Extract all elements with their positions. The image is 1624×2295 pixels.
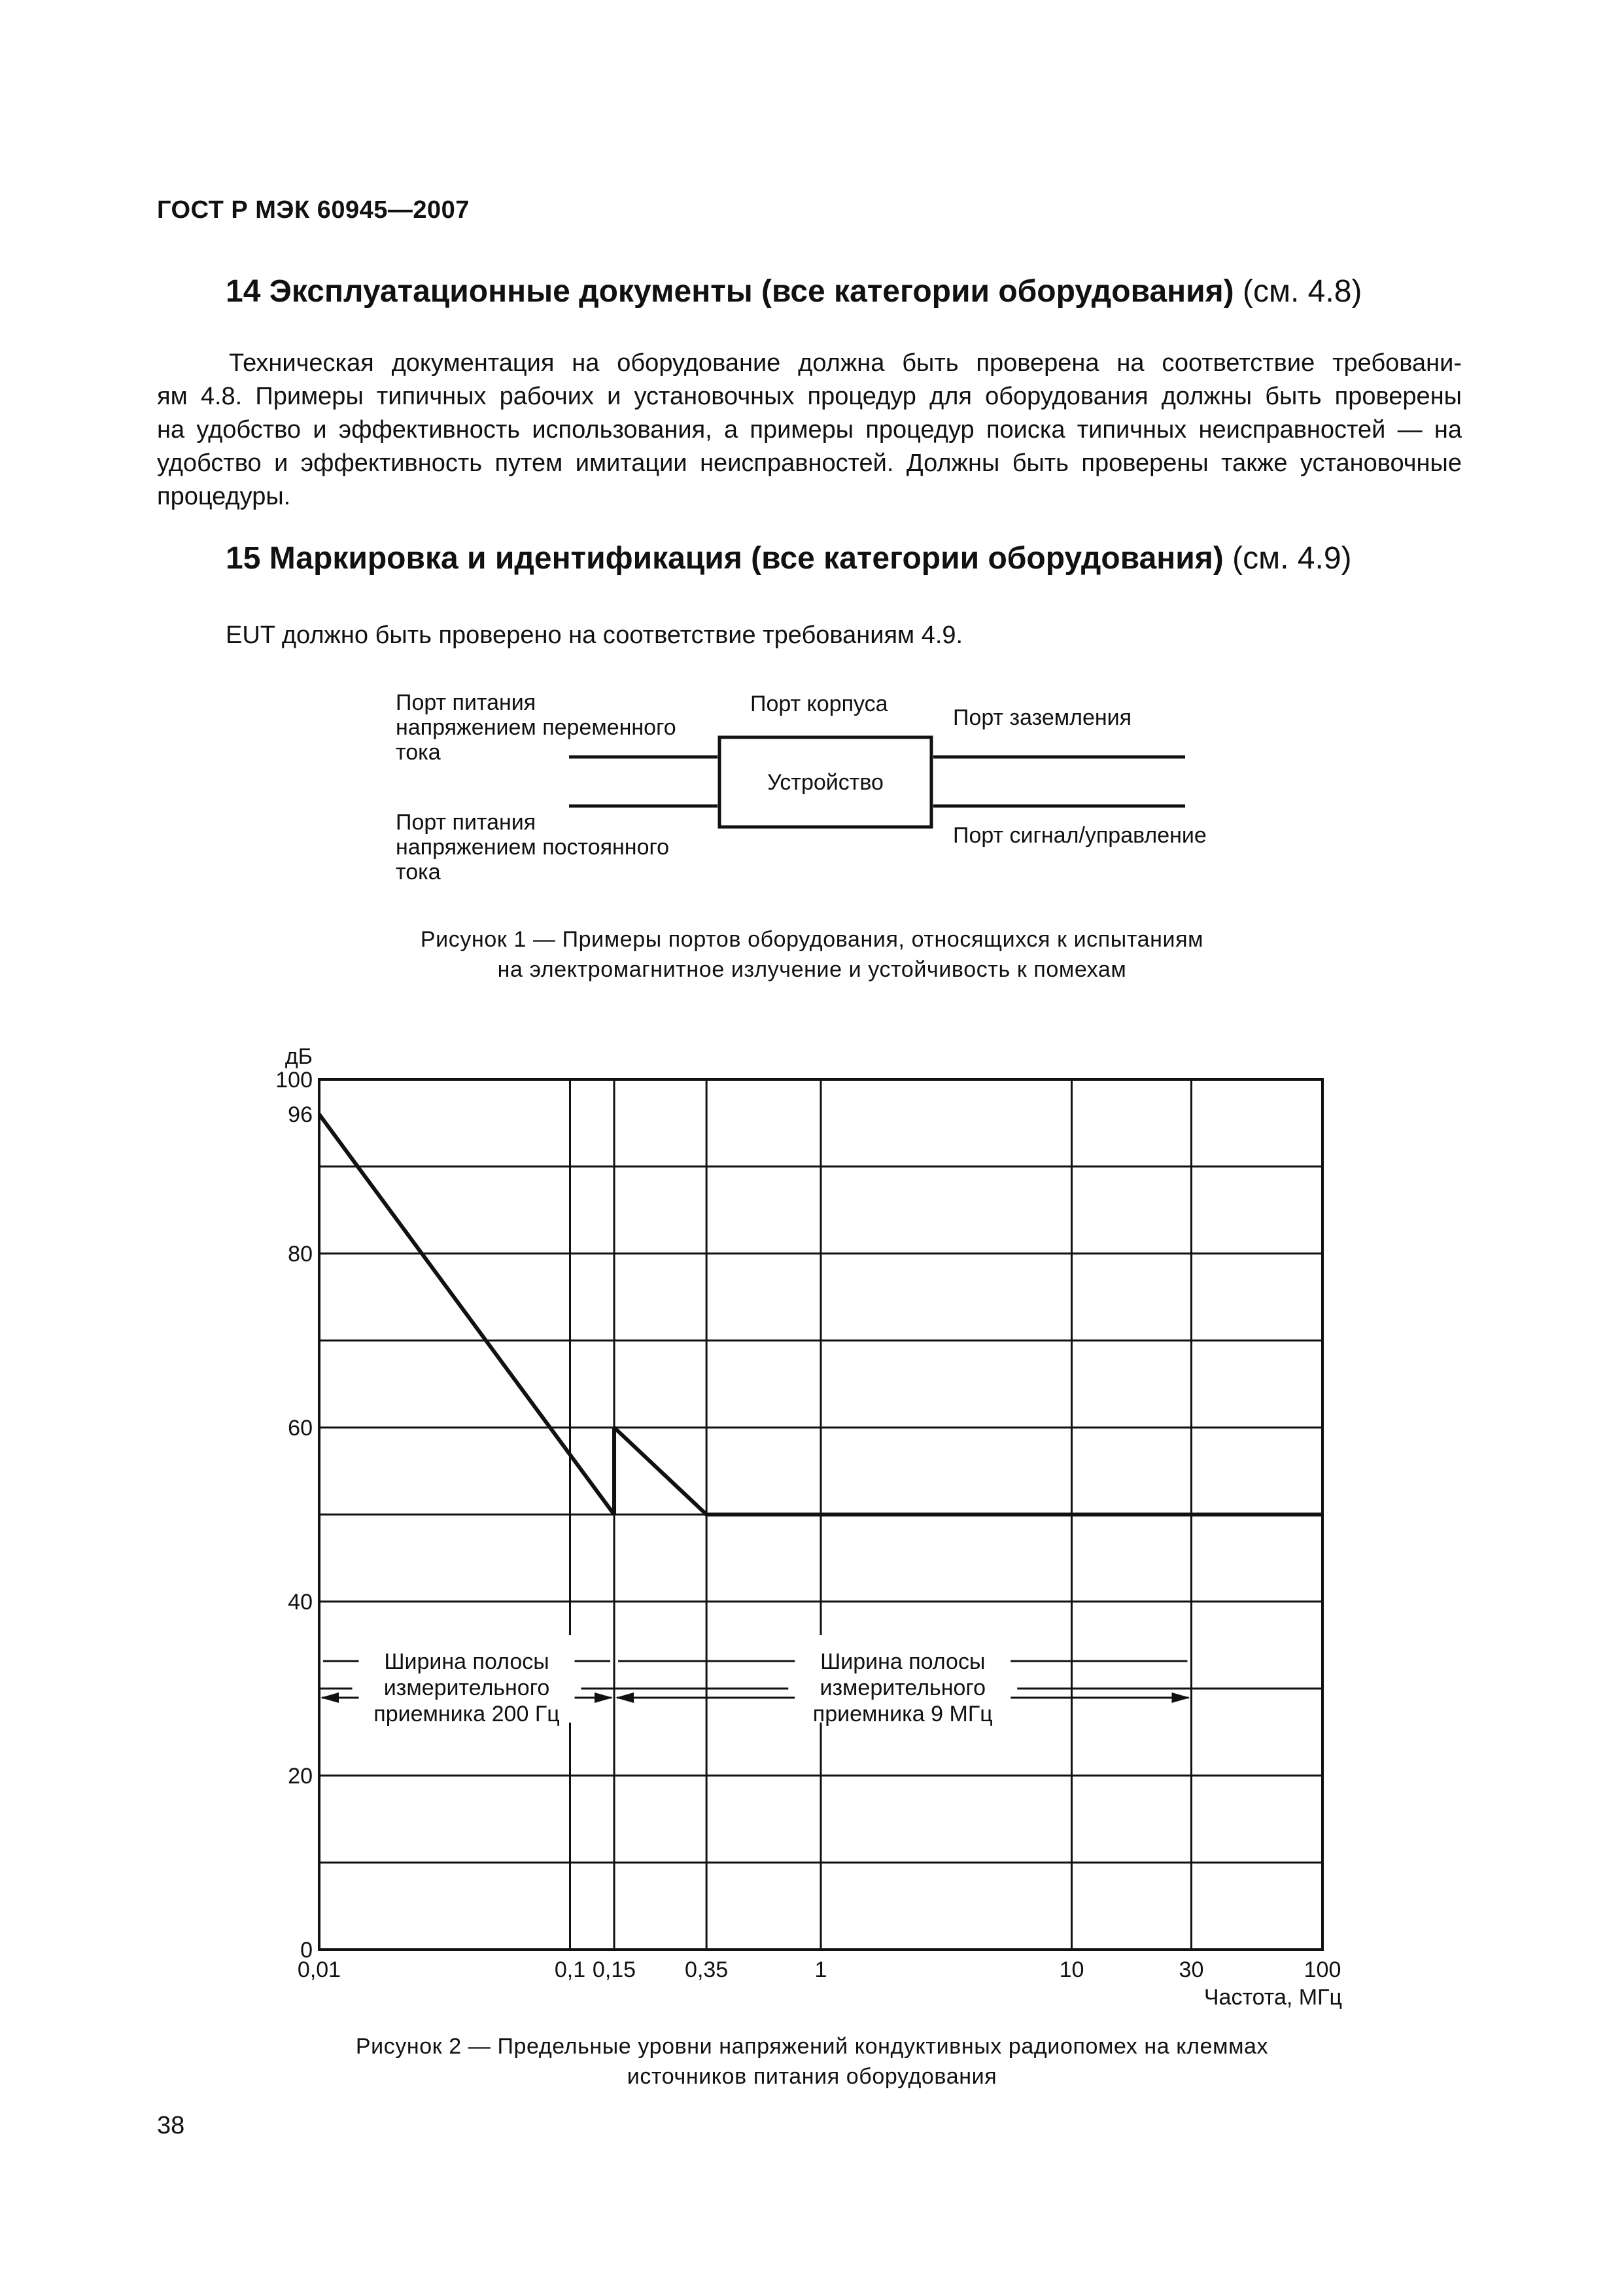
arrowhead-right [595, 1692, 613, 1703]
section-14-title: 14 Эксплуатационные документы (все категории оборудования) [226, 274, 1234, 309]
paragraph-line: удобство и эффективность путем имитации неисправностей. Должны быть проверены также установочные [157, 449, 1462, 477]
dc-port-label-line: Порт питания [396, 810, 536, 835]
arrowhead-left [615, 1692, 634, 1703]
x-tick-label: 0,15 [592, 1957, 636, 1982]
section-15-ref: (см. 4.9) [1232, 541, 1352, 576]
paragraph-line: ям 4.8. Примеры типичных рабочих и установочных процедур для оборудования должны быть проверены [157, 383, 1462, 410]
paragraph-line: на удобство и эффективность использования, а примеры процедур поиска типичных неисправностей — на [157, 416, 1462, 444]
annotation-label: Ширина полосы [820, 1649, 986, 1674]
caption-line: источников питания оборудования [627, 2064, 997, 2089]
x-tick-label: 0,01 [297, 1957, 341, 1982]
y-tick-label: 60 [288, 1416, 313, 1441]
x-tick-label: 0,35 [685, 1957, 729, 1982]
device-label: Устройство [767, 770, 884, 795]
annotation-label: Ширина полосы [384, 1649, 549, 1674]
enclosure-port-label: Порт корпуса [750, 692, 888, 716]
ac-port-label-line: Порт питания [396, 690, 536, 715]
x-tick-label: 100 [1304, 1957, 1341, 1982]
annotation-label: измерительного [820, 1675, 986, 1700]
paragraph-line: процедуры. [157, 483, 291, 510]
y-tick-label: 100 [275, 1068, 313, 1093]
signal-port-label: Порт сигнал/управление [953, 823, 1207, 848]
x-tick-label: 1 [814, 1957, 827, 1982]
section-15-text: EUT должно быть проверено на соответствие требованиям 4.9. [226, 622, 963, 649]
x-axis-label: Частота, МГц [1203, 1985, 1342, 2010]
caption-line: Рисунок 1 — Примеры портов оборудования, относящихся к испытаниям [420, 927, 1204, 952]
y-axis-label: дБ [285, 1044, 313, 1069]
document-code-header: ГОСТ Р МЭК 60945—2007 [157, 196, 470, 224]
dc-port-label-line: тока [396, 860, 441, 885]
x-tick-label: 10 [1059, 1957, 1084, 1982]
section-15-title: 15 Маркировка и идентификация (все категории оборудования) [226, 541, 1224, 576]
ac-port-label-line: напряжением переменного [396, 715, 676, 740]
arrowhead-left [320, 1692, 339, 1703]
y-tick-label: 0 [300, 1938, 313, 1963]
page-number: 38 [157, 2112, 185, 2139]
arrowhead-right [1171, 1692, 1190, 1703]
ac-port-label-line: тока [396, 740, 441, 765]
caption-line: на электромагнитное излучение и устойчивость к помехам [497, 957, 1127, 982]
x-tick-label: 0,1 [554, 1957, 586, 1982]
annotation-label: измерительного [383, 1675, 550, 1700]
figure-2-caption [0, 2031, 1624, 2092]
annotation-label: приемника 9 МГц [812, 1702, 993, 1726]
section-14-ref: (см. 4.8) [1243, 274, 1362, 309]
earth-port-label: Порт заземления [953, 705, 1132, 730]
y-tick-label: 20 [288, 1764, 313, 1789]
x-tick-label: 30 [1179, 1957, 1204, 1982]
y-tick-label: 96 [288, 1102, 313, 1128]
dc-port-label-line: напряжением постоянного [396, 835, 670, 860]
y-tick-label: 40 [288, 1590, 313, 1615]
y-tick-label: 80 [288, 1242, 313, 1267]
caption-line: Рисунок 2 — Предельные уровни напряжений кондуктивных радиопомех на клеммах [355, 2034, 1269, 2059]
limit-line-segment [614, 1428, 1322, 1515]
annotation-label: приемника 200 Гц [373, 1702, 560, 1726]
paragraph-line: Техническая документация на оборудование должна быть проверена на соответствие требовани- [229, 349, 1462, 377]
